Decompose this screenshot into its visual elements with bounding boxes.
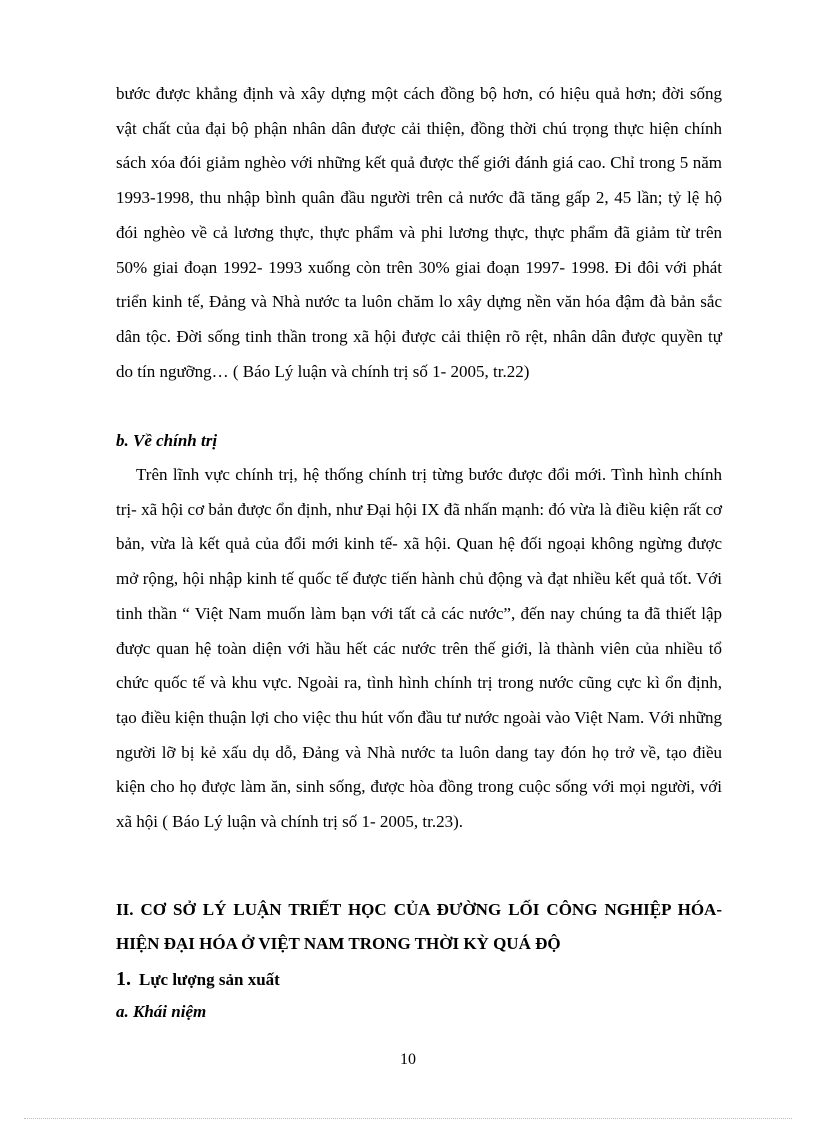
section-1-heading: [116, 962, 722, 997]
concept-subheading: a. Khái niệm: [116, 1002, 207, 1021]
economic-paragraph-block: [116, 77, 722, 389]
concept-subheading-block: [116, 995, 722, 1029]
economy-paragraph: bước được khẳng định và xây dựng một cách đồng bộ hơn, có hiệu quả hơn; đời sống vật chất của đại bộ phận nhân dân được cải thiện, đồng thời chú trọng thực hiện chính sách xóa đói giảm nghèo với những kết quả được thế giới đánh giá cao. Chỉ trong 5 năm 1993-1998, thu nhập bình quân đầu người trên cả nước đã tăng gấp 2, 45 lần; tỷ lệ hộ đói nghèo về cả lương thực, thực phẩm và phi lương thực, thực phẩm đã giảm từ trên 50% giai đoạn 1992- 1993 xuống còn trên 30% giai đoạn 1997- 1998. Đi đôi với phát triển kinh tế, Đảng và Nhà nước ta luôn chăm lo xây dựng nền văn hóa đậm đà bản sắc dân tộc. Đời sống tinh thần trong xã hội được cải thiện rõ rệt, nhân dân được quyền tự do tín ngưỡng… ( Báo Lý luận và chính trị số 1- 2005, tr.22): [116, 84, 722, 381]
section-1-number: 1.: [116, 968, 131, 990]
politics-subheading-block: [116, 424, 722, 458]
section-II-block: [116, 893, 722, 961]
section-1-block: [116, 962, 722, 997]
page-bottom-divider: [24, 1118, 792, 1119]
page-number: 10: [400, 1051, 416, 1068]
politics-paragraph-block: [116, 458, 722, 840]
politics-subheading: b. Về chính trị: [116, 431, 218, 450]
section-1-title: Lực lượng sản xuất: [139, 970, 280, 989]
politics-paragraph: Trên lĩnh vực chính trị, hệ thống chính trị từng bước được đổi mới. Tình hình chính trị- xã hội cơ bản được ổn định, như Đại hội IX đã nhấn mạnh: đó vừa là điều kiện rất cơ bản, vừa là kết quả của đổi mới kinh tế- xã hội. Quan hệ đối ngoại không ngừng được mở rộng, hội nhập kinh tế quốc tế được tiến hành chủ động và đạt nhiều kết quả tốt. Với tinh thần “ Việt Nam muốn làm bạn với tất cả các nước”, đến nay chúng ta đã thiết lập được quan hệ toàn diện với hầu hết các nước trên thế giới, là thành viên của nhiều tổ chức quốc tế và khu vực. Ngoài ra, tình hình chính trị trong nước cũng cực kì ổn định, tạo điều kiện thuận lợi cho việc thu hút vốn đầu tư nước ngoài vào Việt Nam. Với những người lỡ bị kẻ xấu dụ dỗ, Đảng và Nhà nước ta luôn dang tay đón họ trở về, tạo điều kiện cho họ được làm ăn, sinh sống, được hòa đồng trong cuộc sống với mọi người, với xã hội ( Báo Lý luận và chính trị số 1- 2005, tr.23).: [116, 465, 722, 832]
section-II-heading: II. CƠ SỞ LÝ LUẬN TRIẾT HỌC CỦA ĐƯỜNG LỐI CÔNG NGHIỆP HÓA- HIỆN ĐẠI HÓA Ở VIỆT NAM TRONG THỜI KỲ QUÁ ĐỘ: [116, 900, 722, 953]
